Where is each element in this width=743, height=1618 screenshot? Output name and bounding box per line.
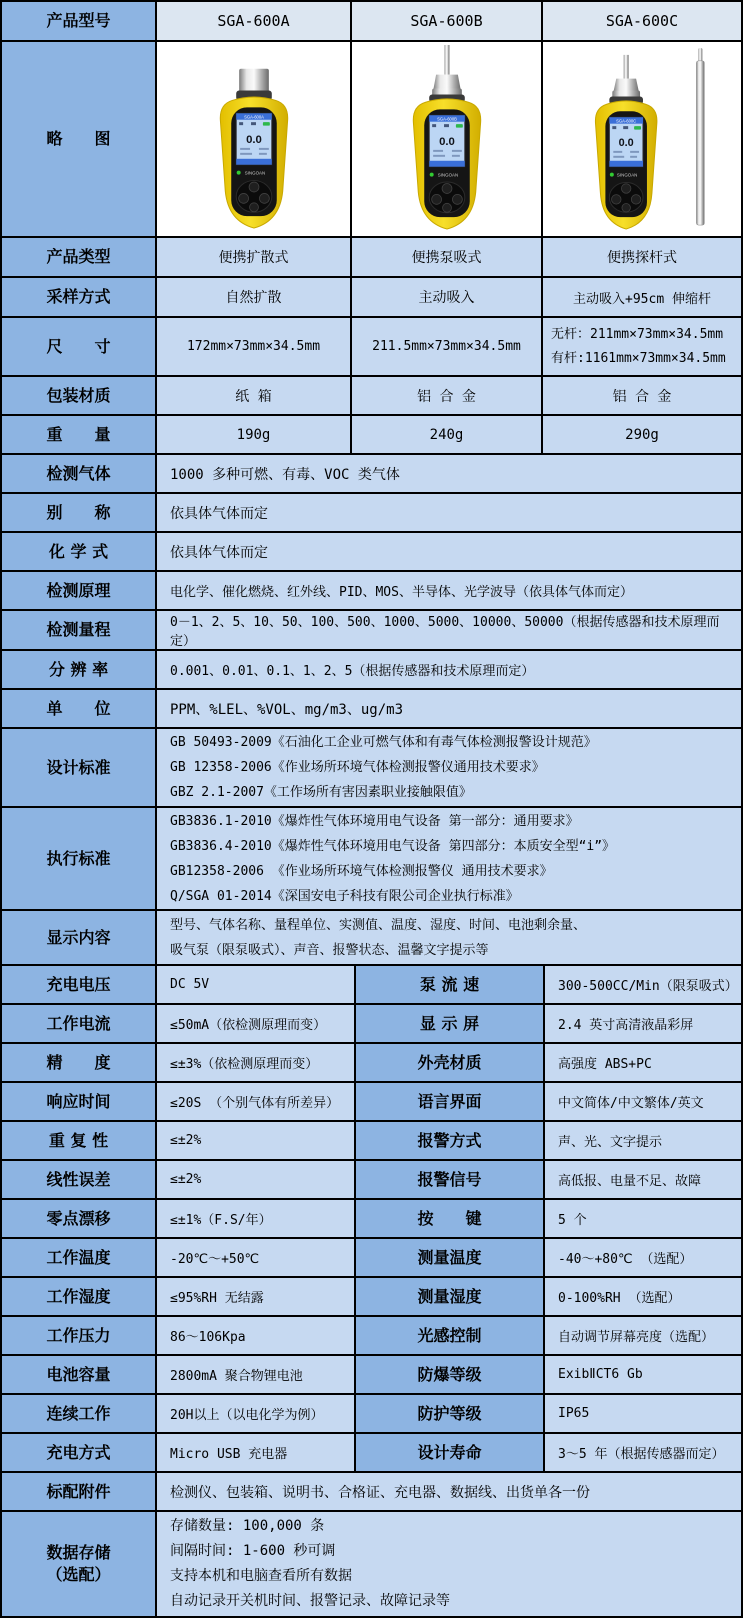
label-repeatability: 重 复 性: [2, 1122, 155, 1159]
label-working-humidity: 工作湿度: [2, 1278, 155, 1315]
label-alarm-signal: 报警信号: [354, 1161, 543, 1198]
row-product-type: [2, 236, 741, 276]
value-buttons: 5 个: [543, 1200, 741, 1237]
power-led: [236, 171, 240, 175]
value-chemical-formula: 依具体气体而定: [155, 533, 741, 570]
row-working-temp-measure-temp: [2, 1237, 741, 1276]
label-sampling-method: 采样方式: [2, 278, 155, 316]
row-packing-material: [2, 375, 741, 414]
value-linearity-error: ≤±2%: [155, 1161, 354, 1198]
value-packing-c: 铝 合 金: [541, 377, 741, 414]
value-weight-c: 290g: [541, 416, 741, 453]
row-data-storage: [2, 1510, 741, 1616]
value-data-storage: [155, 1512, 741, 1616]
label-chemical-formula: 化 学 式: [2, 533, 155, 570]
gas-detector-pump-illustration: [372, 45, 522, 233]
telescopic-rod-tip: [698, 48, 702, 62]
row-working-pressure-light-sense: [2, 1315, 741, 1354]
label-data-storage: [2, 1512, 155, 1616]
label-continuous-work: 连续工作: [2, 1395, 155, 1432]
value-working-current: ≤50mA（依检测原理而变）: [155, 1005, 354, 1042]
header-model-c: SGA-600C: [541, 2, 741, 40]
row-weight: [2, 414, 741, 453]
value-working-humidity: ≤95%RH 无结露: [155, 1278, 354, 1315]
label-light-sense-control: 光感控制: [354, 1317, 543, 1354]
value-resolution: 0.001、0.01、0.1、1、2、5（根据传感器和技术原理而定）: [155, 651, 741, 688]
label-resolution: 分 辨 率: [2, 651, 155, 688]
row-executive-standard: [2, 806, 741, 909]
value-display-screen: 2.4 英寸高清液晶彩屏: [543, 1005, 741, 1042]
executive-standard-line-1: GB3836.1-2010《爆炸性气体环境用电气设备 第一部分：通用要求》: [170, 813, 579, 829]
label-product-type: 产品类型: [2, 238, 155, 276]
row-display-content: [2, 909, 741, 964]
value-alias: 依具体气体而定: [155, 494, 741, 531]
storage-capacity: 存储数量: 100,000 条: [170, 1518, 325, 1534]
value-working-temperature: -20℃～+50℃: [155, 1239, 354, 1276]
header-model-label: 产品型号: [2, 2, 155, 40]
storage-auto-records: 自动记录开关机时间、报警记录、故障记录等: [170, 1593, 450, 1609]
value-response-time: ≤20S （个别气体有所差异）: [155, 1083, 354, 1120]
header-model-a: SGA-600A: [155, 2, 350, 40]
label-pump-flow: 泵 流 速: [354, 966, 543, 1003]
power-led: [609, 173, 613, 177]
label-measure-temperature: 测量温度: [354, 1239, 543, 1276]
row-standard-accessories: [2, 1471, 741, 1510]
sketch-row: [2, 40, 741, 236]
value-sampling-b: 主动吸入: [350, 278, 541, 316]
label-packing-material: 包装材质: [2, 377, 155, 414]
value-explosion-proof-grade: ExibⅡCT6 Gb: [543, 1356, 741, 1393]
value-battery-capacity: 2800mA 聚合物锂电池: [155, 1356, 354, 1393]
label-alias: 别 称: [2, 494, 155, 531]
value-zero-drift: ≤±1%（F.S/年）: [155, 1200, 354, 1237]
label-detection-range: 检测量程: [2, 611, 155, 649]
row-working-current-display: [2, 1003, 741, 1042]
gas-detector-probe-rod-illustration: [560, 45, 725, 233]
value-standard-accessories: 检测仪、包装箱、说明书、合格证、充电器、数据线、出货单各一份: [155, 1473, 741, 1510]
label-display-screen: 显 示 屏: [354, 1005, 543, 1042]
value-pump-flow: 300-500CC/Min（限泵吸式）: [543, 966, 741, 1003]
label-working-temperature: 工作温度: [2, 1239, 155, 1276]
pump-probe: [444, 45, 449, 75]
row-repeatability-alarm-mode: [2, 1120, 741, 1159]
label-battery-capacity: 电池容量: [2, 1356, 155, 1393]
label-executive-standard: 执行标准: [2, 808, 155, 909]
value-dimensions-a: 172mm×73mm×34.5mm: [155, 318, 350, 375]
label-working-current: 工作电流: [2, 1005, 155, 1042]
header-model-b: SGA-600B: [350, 2, 541, 40]
row-chemical-formula: [2, 531, 741, 570]
telescopic-rod: [696, 61, 704, 225]
product-photo-sga-600a: [155, 42, 350, 236]
row-battery-explosion-proof: [2, 1354, 741, 1393]
label-working-pressure: 工作压力: [2, 1317, 155, 1354]
label-dimensions: 尺 寸: [2, 318, 155, 375]
label-detected-gases: 检测气体: [2, 455, 155, 492]
row-detection-range: [2, 609, 741, 649]
design-standard-line-3: GBZ 2.1-2007《工作场所有害因素职业接触限值》: [170, 785, 472, 800]
value-executive-standard: [155, 808, 741, 909]
value-weight-a: 190g: [155, 416, 350, 453]
value-continuous-work: 20H以上（以电化学为例）: [155, 1395, 354, 1432]
label-alarm-mode: 报警方式: [354, 1122, 543, 1159]
value-alarm-mode: 声、光、文字提示: [543, 1122, 741, 1159]
screen-title: SGA-600C: [615, 118, 636, 124]
label-measure-humidity: 测量湿度: [354, 1278, 543, 1315]
header-row: [2, 2, 741, 40]
brand-text: SINGOAN: [244, 170, 265, 176]
value-accuracy: ≤±3%（依检测原理而变）: [155, 1044, 354, 1081]
screen-reading: 0.0: [438, 135, 455, 148]
value-detection-principle: 电化学、催化燃烧、红外线、PID、MOS、半导体、光学波导（依具体气体而定）: [155, 572, 741, 609]
storage-view-support: 支持本机和电脑查看所有数据: [170, 1568, 352, 1584]
value-weight-b: 240g: [350, 416, 541, 453]
design-standard-line-1: GB 50493-2009《石油化工企业可燃气体和有毒气体检测报警设计规范》: [170, 735, 597, 750]
label-zero-drift: 零点漂移: [2, 1200, 155, 1237]
value-units: PPM、%LEL、%VOL、mg/m3、ug/m3: [155, 690, 741, 727]
sketch-label: 略 图: [2, 42, 155, 236]
value-product-type-c: 便携探杆式: [541, 238, 741, 276]
design-standard-line-2: GB 12358-2006《作业场所环境气体检测报警仪通用技术要求》: [170, 760, 545, 775]
value-dimensions-c-without-rod: 无杆：211mm×73mm×34.5mm: [551, 326, 724, 342]
executive-standard-line-4: Q/SGA 01-2014《深国安电子科技有限公司企业执行标准》: [170, 888, 519, 904]
value-language-ui: 中文简体/中文繁体/英文: [543, 1083, 741, 1120]
product-photo-sga-600b: [350, 42, 541, 236]
row-sampling-method: [2, 276, 741, 316]
row-units: [2, 688, 741, 727]
value-design-standard: [155, 729, 741, 806]
label-standard-accessories: 标配附件: [2, 1473, 155, 1510]
label-weight: 重 量: [2, 416, 155, 453]
label-buttons: 按 键: [354, 1200, 543, 1237]
value-charge-voltage: DC 5V: [155, 966, 354, 1003]
value-protection-grade: IP65: [543, 1395, 741, 1432]
label-protection-grade: 防护等级: [354, 1395, 543, 1432]
value-dimensions-c: [541, 318, 741, 375]
row-zero-drift-buttons: [2, 1198, 741, 1237]
label-linearity-error: 线性误差: [2, 1161, 155, 1198]
screen-reading: 0.0: [245, 133, 262, 146]
value-product-type-a: 便携扩散式: [155, 238, 350, 276]
value-housing-material: 高强度 ABS+PC: [543, 1044, 741, 1081]
row-continuous-work-protection: [2, 1393, 741, 1432]
executive-standard-line-3: GB12358-2006 《作业场所环境气体检测报警仪 通用技术要求》: [170, 863, 553, 879]
row-alias: [2, 492, 741, 531]
display-content-line-1: 型号、气体名称、量程单位、实测值、温度、湿度、时间、电池剩余量、: [170, 917, 587, 933]
row-linearity-alarm-signal: [2, 1159, 741, 1198]
product-photo-sga-600c: [541, 42, 741, 236]
label-data-storage-line-1: 数据存储: [46, 1543, 111, 1562]
value-repeatability: ≤±2%: [155, 1122, 354, 1159]
value-dimensions-b: 211.5mm×73mm×34.5mm: [350, 318, 541, 375]
value-sampling-a: 自然扩散: [155, 278, 350, 316]
value-detected-gases: 1000 多种可燃、有毒、VOC 类气体: [155, 455, 741, 492]
pump-probe: [623, 55, 628, 79]
row-response-time-language: [2, 1081, 741, 1120]
value-display-content: [155, 911, 741, 964]
label-design-life: 设计寿命: [354, 1434, 543, 1471]
label-housing-material: 外壳材质: [354, 1044, 543, 1081]
executive-standard-line-2: GB3836.4-2010《爆炸性气体环境用电气设备 第四部分：本质安全型“i”》: [170, 838, 616, 854]
brand-text: SINGOAN: [616, 172, 637, 178]
row-accuracy-housing: [2, 1042, 741, 1081]
value-detection-range: 0－1、2、5、10、50、100、500、1000、5000、10000、50000（根据传感器和技术原理而定）: [155, 611, 741, 649]
value-measure-temperature: -40～+80℃ （选配）: [543, 1239, 741, 1276]
screen-title: SGA-600B: [436, 116, 457, 122]
value-alarm-signal: 高低报、电量不足、故障: [543, 1161, 741, 1198]
screen-title: SGA-600A: [243, 114, 264, 120]
display-content-line-2: 吸气泵（限泵吸式）、声音、报警状态、温馨文字提示等: [170, 942, 489, 958]
value-packing-a: 纸 箱: [155, 377, 350, 414]
screen-reading: 0.0: [618, 136, 634, 149]
gas-detector-diffusion-illustration: [179, 45, 329, 233]
label-data-storage-line-2: （选配）: [46, 1565, 111, 1584]
label-detection-principle: 检测原理: [2, 572, 155, 609]
row-design-standard: [2, 727, 741, 806]
row-detection-principle: [2, 570, 741, 609]
label-response-time: 响应时间: [2, 1083, 155, 1120]
row-resolution: [2, 649, 741, 688]
label-display-content: 显示内容: [2, 911, 155, 964]
label-charging-method: 充电方式: [2, 1434, 155, 1471]
value-packing-b: 铝 合 金: [350, 377, 541, 414]
value-measure-humidity: 0-100%RH （选配）: [543, 1278, 741, 1315]
label-units: 单 位: [2, 690, 155, 727]
label-accuracy: 精 度: [2, 1044, 155, 1081]
label-charge-voltage: 充电电压: [2, 966, 155, 1003]
value-working-pressure: 86～106Kpa: [155, 1317, 354, 1354]
label-design-standard: 设计标准: [2, 729, 155, 806]
value-light-sense-control: 自动调节屏幕亮度（选配）: [543, 1317, 741, 1354]
value-charging-method: Micro USB 充电器: [155, 1434, 354, 1471]
row-charge-voltage-pump-flow: [2, 964, 741, 1003]
row-detected-gases: [2, 453, 741, 492]
label-language-ui: 语言界面: [354, 1083, 543, 1120]
brand-text: SINGOAN: [437, 172, 458, 178]
row-charging-method-design-life: [2, 1432, 741, 1471]
value-design-life: 3～5 年（根据传感器而定）: [543, 1434, 741, 1471]
storage-interval: 间隔时间: 1-600 秒可调: [170, 1543, 336, 1559]
value-product-type-b: 便携泵吸式: [350, 238, 541, 276]
value-dimensions-c-with-rod: 有杆:1161mm×73mm×34.5mm: [551, 350, 726, 366]
power-led: [429, 173, 433, 177]
value-sampling-c: 主动吸入+95cm 伸缩杆: [541, 278, 741, 316]
label-explosion-proof-grade: 防爆等级: [354, 1356, 543, 1393]
row-working-humidity-measure-humidity: [2, 1276, 741, 1315]
row-dimensions: [2, 316, 741, 375]
